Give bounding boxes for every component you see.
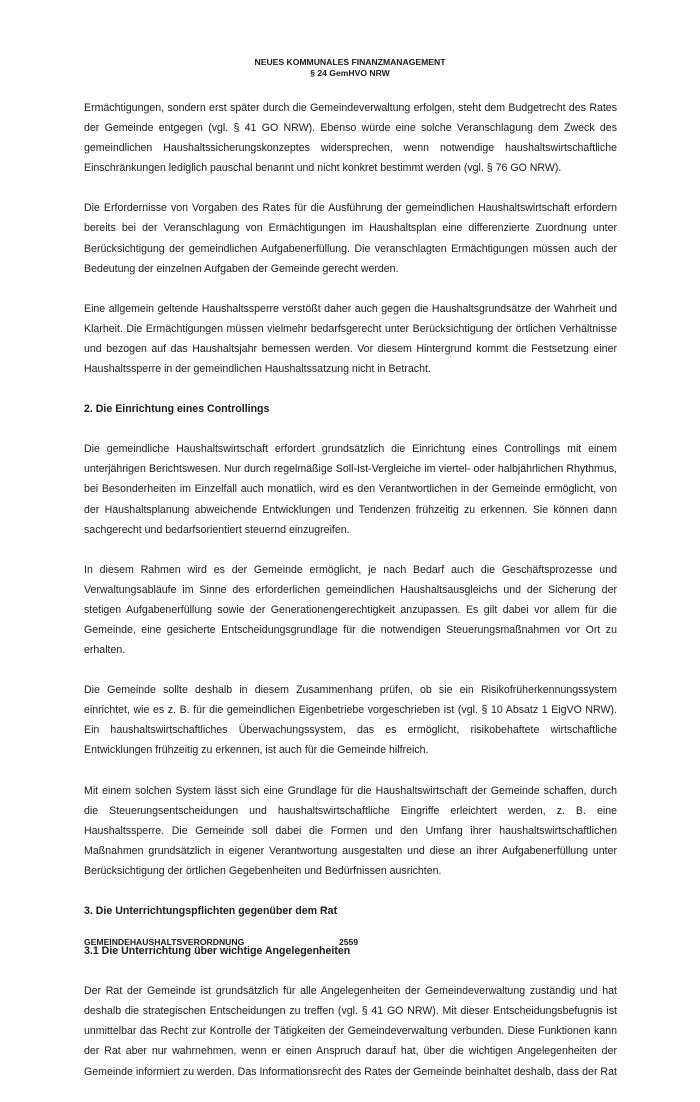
page-header xyxy=(0,57,700,79)
paragraph: In diesem Rahmen wird es der Gemeinde ermöglicht, je nach Bedarf auch die Geschäftsprozesse und Verwaltungsabläufe im Sinne des erforderlichen gemeindlichen Haushaltsausgleichs und der Sicherung der stetigen Aufgabenerfüllung sowie der Generationengerechtigkeit anzupassen. Es gilt dabei vor allem für die Gemeinde, eine gesicherte Entscheidungsgrundlage für die notwendigen Steuerungsmaßnahmen vor Ort zu erhalten. xyxy=(84,563,617,657)
paragraph: Die Gemeinde sollte deshalb in diesem Zusammenhang prüfen, ob sie ein Risikofrüherkennungssystem einrichtet, wie es z. B. für die gemeindlichen Eigenbetriebe vorgeschrieben ist (vgl. § 10 Absatz 1 EigVO NRW). Ein haushaltswirtschaftliches Überwachungssystem, das es ermöglicht, risikobehaftete wirtschaftliche Entwicklungen frühzeitig zu erkennen, ist auch für die Gemeinde hilfreich. xyxy=(84,684,617,757)
paragraph: Die Erfordernisse von Vorgaben des Rates für die Ausführung der gemeindlichen Haushaltswirtschaft erfordern bereits bei der Veranschlagung von Ermächtigungen im Haushaltsplan eine differenzierte Zuordnung unter Berücksichtigung der gemeindlichen Aufgabenerfüllung. Die veranschlagten Ermächtigungen müssen auch der Bedeutung der einzelnen Aufgaben der Gemeinde gerecht werden. xyxy=(84,202,617,275)
paragraph: Die gemeindliche Haushaltswirtschaft erfordert grundsätzlich die Einrichtung eines Controllings mit einem unterjährigen Berichtswesen. Nur durch regelmäßige Soll-Ist-Vergleiche im viertel- oder halbjährlichen Rhythmus, bei Besonderheiten im Einzelfall auch monatlich, wird es den Verantwortlichen in der Gemeinde ermöglicht, von der Haushaltsplanung abweichende Entwicklungen und Tendenzen frühzeitig zu erkennen. Sie können dann sachgerecht und bedarfsorientiert steuernd einzugreifen. xyxy=(84,443,617,536)
paragraph: Der Rat der Gemeinde ist grundsätzlich für alle Angelegenheiten der Gemeindeverwaltung zuständig und hat deshalb die strategischen Entscheidungen zu treffen (vgl. § 41 GO NRW). Mit dieser Entscheidungsbefugnis ist unmittelbar das Recht zur Kontrolle der Tätigkeiten der Gemeindeverwaltung verbunden. Diese Funktionen kann der Rat aber nur wahrnehmen, wenn er einen Anspruch darauf hat, über die wichtigen Angelegenheiten der Gemeinde informiert zu werden. Das Informationsrecht des Rates der Gemeinde beinhaltet deshalb, dass der Rat xyxy=(84,985,617,1078)
header-title: NEUES KOMMUNALES FINANZMANAGEMENT xyxy=(254,57,446,67)
header-subtitle: § 24 GemHVO NRW xyxy=(310,68,390,78)
footer-title: GEMEINDEHAUSHALTSVERORDNUNG xyxy=(84,937,245,947)
subsection-heading: 3.1 Die Unterrichtung über wichtige Angelegenheiten xyxy=(84,945,351,958)
section-heading: 3. Die Unterrichtungspflichten gegenüber dem Rat xyxy=(84,905,338,917)
paragraph: Eine allgemein geltende Haushaltssperre verstößt daher auch gegen die Haushaltsgrundsätze der Wahrheit und Klarheit. Die Ermächtigungen müssen vielmehr bedarfsgerecht unter Berücksichtigung der örtlichen Verhältnisse und bezogen auf das Haushaltsjahr bemessen werden. Vor diesem Hintergrund kommt die Festsetzung einer Haushaltssperre in der gemeindlichen Haushaltssatzung nicht in Betracht. xyxy=(84,302,617,376)
section-heading: 2. Die Einrichtung eines Controllings xyxy=(84,403,270,416)
page-number: 2559 xyxy=(339,937,359,947)
paragraph: Mit einem solchen System lässt sich eine Grundlage für die Haushaltswirtschaft der Gemeinde schaffen, durch die Steuerungsentscheidungen und haushaltswirtschaftliche Eingriffe erleichtert werden, z. B. eine Haushaltssperre. Die Gemeinde soll dabei die Formen und den Umfang ihrer haushaltswirtschaftlichen Maßnahmen grundsätzlich in eigener Verantwortung ausgestalten und diese an ihrer Aufgabenerfüllung unter Berücksichtigung der örtlichen Gegebenheiten und Bedürfnissen ausrichten. xyxy=(84,784,617,877)
paragraph: Ermächtigungen, sondern erst später durch die Gemeindeverwaltung erfolgen, steht dem Budgetrecht des Rates der Gemeinde entgegen (vgl. § 41 GO NRW). Ebenso würde eine solche Veranschlagung dem Zweck des gemeindlichen Haushaltssicherungskonzeptes widersprechen, wenn notwendige haushaltswirtschaftliche Einschränkungen lediglich pauschal benannt und nicht konkret bestimmt werden (vgl. § 76 GO NRW). xyxy=(84,102,617,175)
document-body xyxy=(84,98,617,1102)
